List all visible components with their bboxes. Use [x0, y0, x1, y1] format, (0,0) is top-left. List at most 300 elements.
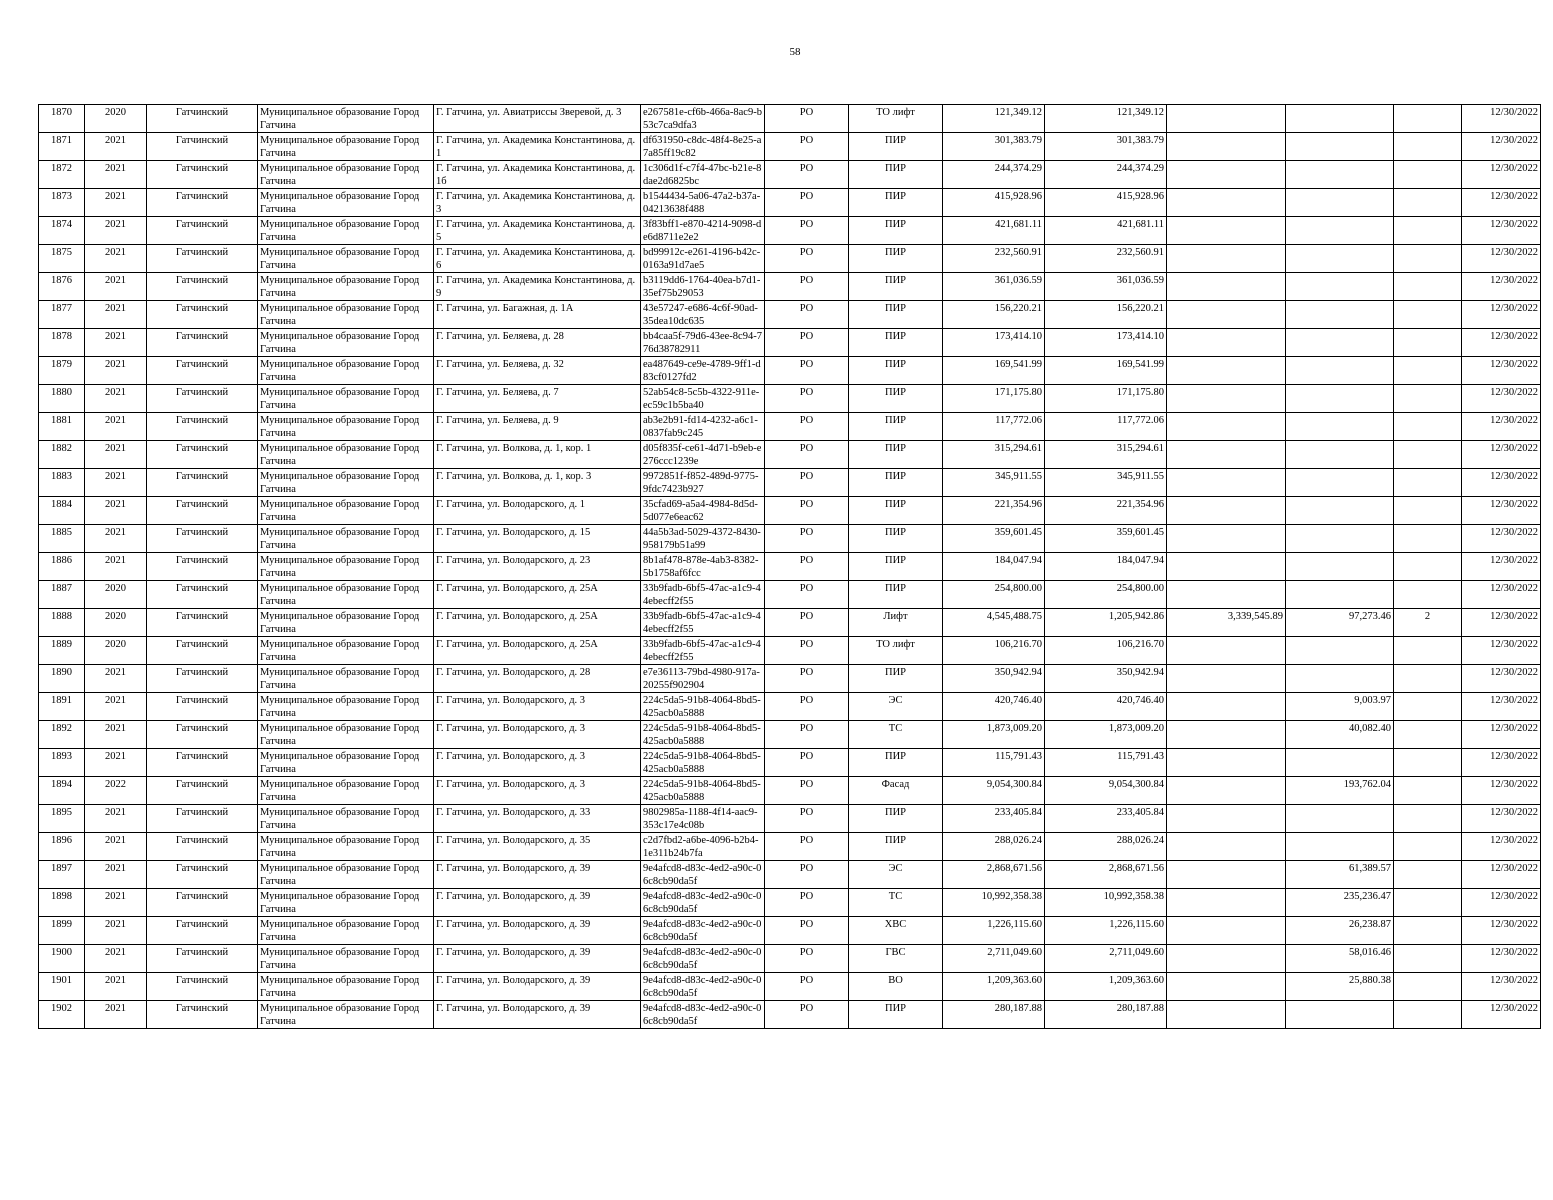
row-work-type: ТО лифт: [849, 637, 943, 665]
row-date: 12/30/2022: [1462, 749, 1541, 777]
row-number: 1881: [39, 413, 85, 441]
row-number: 1890: [39, 665, 85, 693]
row-date: 12/30/2022: [1462, 637, 1541, 665]
row-total-cost: 233,405.84: [943, 805, 1045, 833]
row-cost-2: 106,216.70: [1045, 637, 1167, 665]
row-address: Г. Гатчина, ул. Володарского, д. 35: [434, 833, 641, 861]
row-cost-4: [1286, 525, 1394, 553]
row-program: РО: [765, 1001, 849, 1029]
row-cost-2: 420,746.40: [1045, 693, 1167, 721]
row-program: РО: [765, 301, 849, 329]
row-total-cost: 106,216.70: [943, 637, 1045, 665]
row-municipality: Муниципальное образование Город Гатчина: [258, 525, 434, 553]
page-number: 58: [789, 46, 801, 58]
row-district: Гатчинский: [147, 329, 258, 357]
row-municipality: Муниципальное образование Город Гатчина: [258, 581, 434, 609]
row-count: [1394, 161, 1462, 189]
row-date: 12/30/2022: [1462, 413, 1541, 441]
row-work-type: ПИР: [849, 133, 943, 161]
row-cost-3: [1167, 413, 1286, 441]
row-district: Гатчинский: [147, 189, 258, 217]
row-work-type: ПИР: [849, 749, 943, 777]
row-district: Гатчинский: [147, 861, 258, 889]
row-total-cost: 232,560.91: [943, 245, 1045, 273]
row-work-type: ПИР: [849, 217, 943, 245]
row-house-guid: d05f835f-ce61-4d71-b9eb-e276ccc1239e: [641, 441, 765, 469]
row-cost-3: [1167, 777, 1286, 805]
row-district: Гатчинский: [147, 721, 258, 749]
row-cost-3: [1167, 189, 1286, 217]
row-cost-2: 244,374.29: [1045, 161, 1167, 189]
row-year: 2021: [85, 161, 147, 189]
row-municipality: Муниципальное образование Город Гатчина: [258, 1001, 434, 1029]
table-row: [39, 441, 1541, 469]
row-house-guid: b1544434-5a06-47a2-b37a-04213638f488: [641, 189, 765, 217]
row-cost-2: 361,036.59: [1045, 273, 1167, 301]
row-municipality: Муниципальное образование Город Гатчина: [258, 889, 434, 917]
row-total-cost: 169,541.99: [943, 357, 1045, 385]
row-district: Гатчинский: [147, 581, 258, 609]
table-row: [39, 721, 1541, 749]
row-number: 1888: [39, 609, 85, 637]
row-cost-4: [1286, 105, 1394, 133]
row-number: 1899: [39, 917, 85, 945]
row-district: Гатчинский: [147, 1001, 258, 1029]
row-cost-4: 25,880.38: [1286, 973, 1394, 1001]
row-district: Гатчинский: [147, 525, 258, 553]
row-municipality: Муниципальное образование Город Гатчина: [258, 161, 434, 189]
row-count: [1394, 357, 1462, 385]
row-date: 12/30/2022: [1462, 161, 1541, 189]
row-cost-2: 221,354.96: [1045, 497, 1167, 525]
row-date: 12/30/2022: [1462, 497, 1541, 525]
row-municipality: Муниципальное образование Город Гатчина: [258, 609, 434, 637]
row-date: 12/30/2022: [1462, 441, 1541, 469]
row-number: 1874: [39, 217, 85, 245]
row-district: Гатчинский: [147, 889, 258, 917]
table-row: [39, 749, 1541, 777]
row-cost-4: [1286, 273, 1394, 301]
row-year: 2021: [85, 301, 147, 329]
row-count: [1394, 385, 1462, 413]
row-count: 2: [1394, 609, 1462, 637]
row-cost-4: [1286, 161, 1394, 189]
row-cost-4: [1286, 413, 1394, 441]
row-year: 2021: [85, 749, 147, 777]
row-program: РО: [765, 889, 849, 917]
row-number: 1900: [39, 945, 85, 973]
row-program: РО: [765, 441, 849, 469]
row-cost-2: 233,405.84: [1045, 805, 1167, 833]
row-program: РО: [765, 665, 849, 693]
row-municipality: Муниципальное образование Город Гатчина: [258, 357, 434, 385]
row-number: 1901: [39, 973, 85, 1001]
row-date: 12/30/2022: [1462, 385, 1541, 413]
row-count: [1394, 105, 1462, 133]
row-address: Г. Гатчина, ул. Володарского, д. 39: [434, 945, 641, 973]
row-cost-3: [1167, 329, 1286, 357]
table-row: [39, 245, 1541, 273]
row-cost-4: [1286, 581, 1394, 609]
row-program: РО: [765, 245, 849, 273]
row-cost-2: 173,414.10: [1045, 329, 1167, 357]
row-number: 1870: [39, 105, 85, 133]
row-date: 12/30/2022: [1462, 1001, 1541, 1029]
row-program: РО: [765, 861, 849, 889]
row-cost-2: 280,187.88: [1045, 1001, 1167, 1029]
row-municipality: Муниципальное образование Город Гатчина: [258, 665, 434, 693]
row-district: Гатчинский: [147, 805, 258, 833]
row-address: Г. Гатчина, ул. Багажная, д. 1А: [434, 301, 641, 329]
row-date: 12/30/2022: [1462, 693, 1541, 721]
row-address: Г. Гатчина, ул. Беляева, д. 7: [434, 385, 641, 413]
table-row: [39, 973, 1541, 1001]
row-program: РО: [765, 469, 849, 497]
row-address: Г. Гатчина, ул. Академика Константинова, д. 1: [434, 133, 641, 161]
row-total-cost: 420,746.40: [943, 693, 1045, 721]
row-year: 2021: [85, 217, 147, 245]
row-count: [1394, 553, 1462, 581]
row-cost-4: [1286, 553, 1394, 581]
row-number: 1887: [39, 581, 85, 609]
row-program: РО: [765, 161, 849, 189]
row-district: Гатчинский: [147, 553, 258, 581]
row-year: 2021: [85, 945, 147, 973]
row-address: Г. Гатчина, ул. Академика Константинова, д. 1б: [434, 161, 641, 189]
row-date: 12/30/2022: [1462, 217, 1541, 245]
row-address: Г. Гатчина, ул. Володарского, д. 39: [434, 1001, 641, 1029]
table-row: [39, 161, 1541, 189]
row-program: РО: [765, 329, 849, 357]
row-district: Гатчинский: [147, 637, 258, 665]
row-date: 12/30/2022: [1462, 805, 1541, 833]
row-cost-3: [1167, 665, 1286, 693]
row-count: [1394, 889, 1462, 917]
row-date: 12/30/2022: [1462, 973, 1541, 1001]
row-house-guid: 224c5da5-91b8-4064-8bd5-425acb0a5888: [641, 721, 765, 749]
row-number: 1878: [39, 329, 85, 357]
row-municipality: Муниципальное образование Город Гатчина: [258, 777, 434, 805]
row-cost-2: 121,349.12: [1045, 105, 1167, 133]
table-row: [39, 525, 1541, 553]
row-municipality: Муниципальное образование Город Гатчина: [258, 749, 434, 777]
row-total-cost: 10,992,358.38: [943, 889, 1045, 917]
row-year: 2021: [85, 525, 147, 553]
row-house-guid: 9e4afcd8-d83c-4ed2-a90c-06c8cb90da5f: [641, 917, 765, 945]
row-work-type: ПИР: [849, 441, 943, 469]
row-house-guid: e267581e-cf6b-466a-8ac9-b53c7ca9dfa3: [641, 105, 765, 133]
row-program: РО: [765, 721, 849, 749]
row-house-guid: 9e4afcd8-d83c-4ed2-a90c-06c8cb90da5f: [641, 889, 765, 917]
row-cost-3: [1167, 805, 1286, 833]
table-row: [39, 357, 1541, 385]
row-cost-2: 9,054,300.84: [1045, 777, 1167, 805]
row-date: 12/30/2022: [1462, 301, 1541, 329]
row-number: 1892: [39, 721, 85, 749]
row-municipality: Муниципальное образование Город Гатчина: [258, 497, 434, 525]
table-row: [39, 637, 1541, 665]
table-row: [39, 553, 1541, 581]
row-municipality: Муниципальное образование Город Гатчина: [258, 189, 434, 217]
row-district: Гатчинский: [147, 245, 258, 273]
row-district: Гатчинский: [147, 609, 258, 637]
row-house-guid: 9e4afcd8-d83c-4ed2-a90c-06c8cb90da5f: [641, 945, 765, 973]
row-district: Гатчинский: [147, 357, 258, 385]
row-address: Г. Гатчина, ул. Володарского, д. 25А: [434, 609, 641, 637]
row-program: РО: [765, 805, 849, 833]
row-number: 1879: [39, 357, 85, 385]
row-district: Гатчинский: [147, 833, 258, 861]
table-row: [39, 693, 1541, 721]
row-cost-3: [1167, 301, 1286, 329]
row-cost-2: 288,026.24: [1045, 833, 1167, 861]
row-year: 2021: [85, 553, 147, 581]
row-house-guid: 43e57247-e686-4c6f-90ad-35dea10dc635: [641, 301, 765, 329]
row-house-guid: 224c5da5-91b8-4064-8bd5-425acb0a5888: [641, 777, 765, 805]
row-number: 1891: [39, 693, 85, 721]
row-number: 1877: [39, 301, 85, 329]
row-cost-4: 40,082.40: [1286, 721, 1394, 749]
row-address: Г. Гатчина, ул. Володарского, д. 25А: [434, 581, 641, 609]
table-row: [39, 469, 1541, 497]
row-program: РО: [765, 553, 849, 581]
row-work-type: ВО: [849, 973, 943, 1001]
row-address: Г. Гатчина, ул. Володарского, д. 28: [434, 665, 641, 693]
row-cost-3: [1167, 693, 1286, 721]
row-work-type: ЭС: [849, 861, 943, 889]
row-date: 12/30/2022: [1462, 945, 1541, 973]
table-row: [39, 945, 1541, 973]
row-cost-3: [1167, 721, 1286, 749]
row-program: РО: [765, 133, 849, 161]
row-count: [1394, 133, 1462, 161]
row-cost-4: 193,762.04: [1286, 777, 1394, 805]
row-district: Гатчинский: [147, 497, 258, 525]
row-cost-3: [1167, 133, 1286, 161]
row-year: 2021: [85, 469, 147, 497]
row-cost-2: 301,383.79: [1045, 133, 1167, 161]
row-work-type: ПИР: [849, 553, 943, 581]
table-row: [39, 665, 1541, 693]
row-district: Гатчинский: [147, 469, 258, 497]
table-row: [39, 189, 1541, 217]
row-total-cost: 280,187.88: [943, 1001, 1045, 1029]
row-cost-2: 115,791.43: [1045, 749, 1167, 777]
row-year: 2022: [85, 777, 147, 805]
row-number: 1880: [39, 385, 85, 413]
row-cost-2: 350,942.94: [1045, 665, 1167, 693]
row-district: Гатчинский: [147, 917, 258, 945]
row-municipality: Муниципальное образование Город Гатчина: [258, 301, 434, 329]
row-year: 2021: [85, 721, 147, 749]
row-cost-4: [1286, 469, 1394, 497]
row-total-cost: 184,047.94: [943, 553, 1045, 581]
row-cost-4: [1286, 805, 1394, 833]
row-program: РО: [765, 581, 849, 609]
row-work-type: ТС: [849, 721, 943, 749]
row-program: РО: [765, 693, 849, 721]
row-count: [1394, 777, 1462, 805]
row-number: 1872: [39, 161, 85, 189]
row-cost-4: [1286, 385, 1394, 413]
row-count: [1394, 917, 1462, 945]
row-cost-4: 26,238.87: [1286, 917, 1394, 945]
row-count: [1394, 749, 1462, 777]
row-year: 2021: [85, 357, 147, 385]
row-cost-4: [1286, 441, 1394, 469]
row-total-cost: 171,175.80: [943, 385, 1045, 413]
row-count: [1394, 693, 1462, 721]
row-work-type: ПИР: [849, 273, 943, 301]
row-address: Г. Гатчина, ул. Беляева, д. 9: [434, 413, 641, 441]
row-cost-4: [1286, 301, 1394, 329]
row-count: [1394, 665, 1462, 693]
row-work-type: ПИР: [849, 301, 943, 329]
row-cost-4: [1286, 497, 1394, 525]
row-cost-3: [1167, 945, 1286, 973]
row-district: Гатчинский: [147, 777, 258, 805]
row-cost-2: 232,560.91: [1045, 245, 1167, 273]
row-municipality: Муниципальное образование Город Гатчина: [258, 553, 434, 581]
row-address: Г. Гатчина, ул. Володарского, д. 39: [434, 917, 641, 945]
row-number: 1894: [39, 777, 85, 805]
row-municipality: Муниципальное образование Город Гатчина: [258, 133, 434, 161]
row-address: Г. Гатчина, ул. Володарского, д. 3: [434, 749, 641, 777]
row-municipality: Муниципальное образование Город Гатчина: [258, 413, 434, 441]
row-work-type: ТС: [849, 889, 943, 917]
row-house-guid: 44a5b3ad-5029-4372-8430-958179b51a99: [641, 525, 765, 553]
row-work-type: Фасад: [849, 777, 943, 805]
row-cost-2: 415,928.96: [1045, 189, 1167, 217]
row-district: Гатчинский: [147, 413, 258, 441]
row-year: 2021: [85, 693, 147, 721]
table-row: [39, 1001, 1541, 1029]
row-number: 1902: [39, 1001, 85, 1029]
row-number: 1895: [39, 805, 85, 833]
row-count: [1394, 525, 1462, 553]
row-number: 1885: [39, 525, 85, 553]
row-cost-4: [1286, 637, 1394, 665]
row-work-type: ПИР: [849, 581, 943, 609]
row-date: 12/30/2022: [1462, 469, 1541, 497]
table-row: [39, 917, 1541, 945]
row-address: Г. Гатчина, ул. Володарского, д. 33: [434, 805, 641, 833]
row-program: РО: [765, 637, 849, 665]
row-number: 1893: [39, 749, 85, 777]
row-total-cost: 301,383.79: [943, 133, 1045, 161]
row-cost-3: [1167, 385, 1286, 413]
row-count: [1394, 581, 1462, 609]
row-municipality: Муниципальное образование Город Гатчина: [258, 273, 434, 301]
row-total-cost: 121,349.12: [943, 105, 1045, 133]
row-district: Гатчинский: [147, 945, 258, 973]
row-house-guid: 1c306d1f-c7f4-47bc-b21e-8dae2d6825bc: [641, 161, 765, 189]
row-total-cost: 244,374.29: [943, 161, 1045, 189]
row-total-cost: 4,545,488.75: [943, 609, 1045, 637]
row-date: 12/30/2022: [1462, 777, 1541, 805]
row-district: Гатчинский: [147, 749, 258, 777]
row-number: 1886: [39, 553, 85, 581]
row-cost-3: [1167, 917, 1286, 945]
row-total-cost: 115,791.43: [943, 749, 1045, 777]
row-address: Г. Гатчина, ул. Володарского, д. 23: [434, 553, 641, 581]
row-cost-3: [1167, 441, 1286, 469]
row-cost-4: 61,389.57: [1286, 861, 1394, 889]
row-program: РО: [765, 973, 849, 1001]
table-body: [39, 105, 1541, 1029]
row-program: РО: [765, 385, 849, 413]
row-house-guid: 3f83bff1-e870-4214-9098-de6d8711e2e2: [641, 217, 765, 245]
row-count: [1394, 497, 1462, 525]
row-cost-2: 2,868,671.56: [1045, 861, 1167, 889]
row-count: [1394, 301, 1462, 329]
row-cost-2: 184,047.94: [1045, 553, 1167, 581]
row-total-cost: 361,036.59: [943, 273, 1045, 301]
row-year: 2020: [85, 105, 147, 133]
row-municipality: Муниципальное образование Город Гатчина: [258, 973, 434, 1001]
row-district: Гатчинский: [147, 693, 258, 721]
row-cost-2: 1,873,009.20: [1045, 721, 1167, 749]
row-year: 2021: [85, 861, 147, 889]
row-address: Г. Гатчина, ул. Академика Константинова, д. 5: [434, 217, 641, 245]
row-house-guid: bb4caa5f-79d6-43ee-8c94-776d38782911: [641, 329, 765, 357]
row-cost-3: [1167, 105, 1286, 133]
row-district: Гатчинский: [147, 105, 258, 133]
table-row: [39, 273, 1541, 301]
row-cost-2: 156,220.21: [1045, 301, 1167, 329]
row-work-type: ПИР: [849, 833, 943, 861]
row-house-guid: 33b9fadb-6bf5-47ac-a1c9-44ebecff2f55: [641, 581, 765, 609]
row-number: 1889: [39, 637, 85, 665]
row-cost-2: 1,209,363.60: [1045, 973, 1167, 1001]
row-cost-4: [1286, 833, 1394, 861]
row-number: 1898: [39, 889, 85, 917]
row-count: [1394, 189, 1462, 217]
row-count: [1394, 805, 1462, 833]
data-table: [38, 104, 1541, 1029]
row-cost-4: [1286, 1001, 1394, 1029]
row-district: Гатчинский: [147, 217, 258, 245]
table-row: [39, 385, 1541, 413]
row-number: 1873: [39, 189, 85, 217]
row-municipality: Муниципальное образование Город Гатчина: [258, 805, 434, 833]
row-cost-4: 9,003.97: [1286, 693, 1394, 721]
row-cost-2: 169,541.99: [1045, 357, 1167, 385]
row-total-cost: 345,911.55: [943, 469, 1045, 497]
row-count: [1394, 833, 1462, 861]
table-row: [39, 777, 1541, 805]
row-cost-3: [1167, 553, 1286, 581]
row-work-type: ЭС: [849, 693, 943, 721]
row-house-guid: e7e36113-79bd-4980-917a-20255f902904: [641, 665, 765, 693]
row-cost-4: [1286, 357, 1394, 385]
row-total-cost: 221,354.96: [943, 497, 1045, 525]
row-district: Гатчинский: [147, 161, 258, 189]
row-municipality: Муниципальное образование Город Гатчина: [258, 917, 434, 945]
row-number: 1875: [39, 245, 85, 273]
row-cost-3: [1167, 497, 1286, 525]
row-municipality: Муниципальное образование Город Гатчина: [258, 637, 434, 665]
row-year: 2021: [85, 805, 147, 833]
row-house-guid: 9972851f-f852-489d-9775-9fdc7423b927: [641, 469, 765, 497]
row-municipality: Муниципальное образование Город Гатчина: [258, 217, 434, 245]
row-program: РО: [765, 189, 849, 217]
row-cost-2: 171,175.80: [1045, 385, 1167, 413]
row-cost-3: [1167, 581, 1286, 609]
table-row: [39, 413, 1541, 441]
row-count: [1394, 469, 1462, 497]
row-year: 2021: [85, 833, 147, 861]
